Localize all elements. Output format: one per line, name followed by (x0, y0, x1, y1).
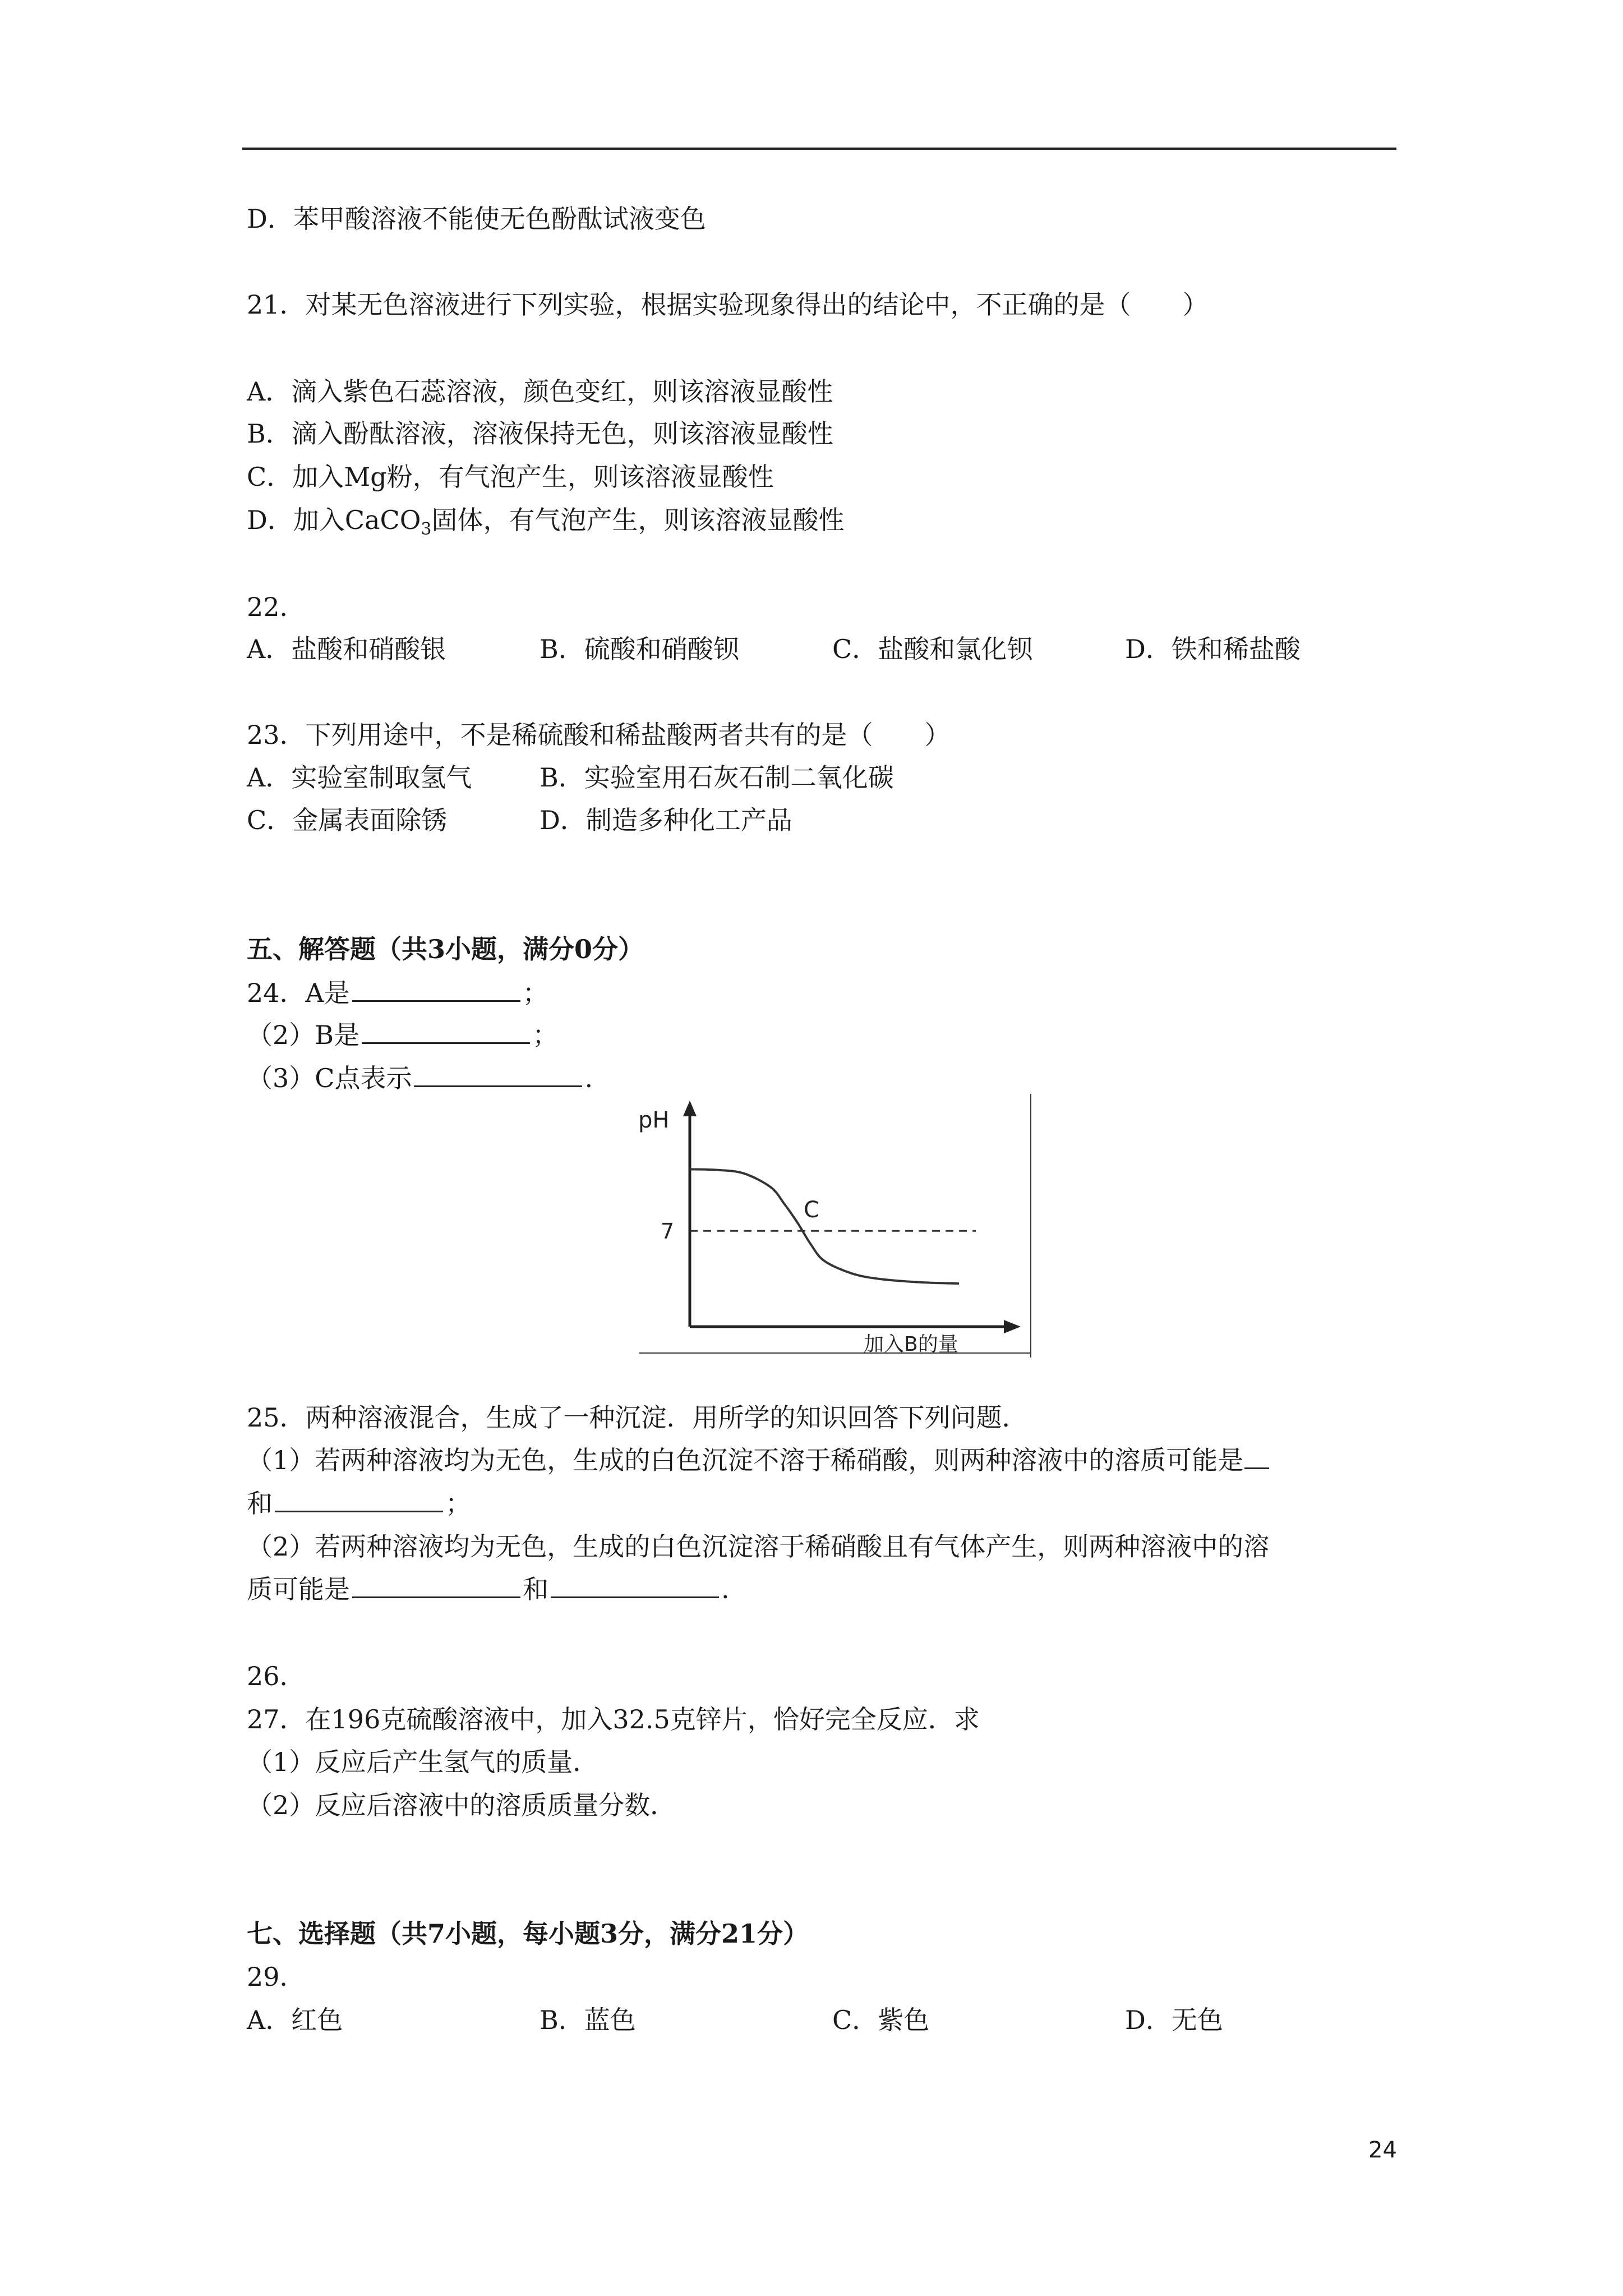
point-c-label: C (804, 1197, 819, 1223)
q21-option-c: C．加入Mg粉，有气泡产生，则该溶液显酸性 (247, 462, 774, 492)
x-axis-arrow (1004, 1320, 1021, 1333)
q22-option-d: D．铁和稀盐酸 (1125, 634, 1301, 664)
q25-part-2-continued: 质可能是 和 . (247, 1574, 730, 1604)
q25-stem: 25．两种溶液混合，生成了一种沉淀．用所学的知识回答下列问题． (247, 1402, 1028, 1433)
q20-option-d: D．苯甲酸溶液不能使无色酚酞试液变色 (247, 204, 706, 234)
q22-option-a: A．盐酸和硝酸银 (247, 634, 446, 664)
q29-option-b: B．蓝色 (540, 2005, 636, 2035)
header-rule (242, 148, 1396, 150)
q27-part-2: （2）反应后溶液中的溶质质量分数． (247, 1790, 676, 1820)
answer-blank[interactable] (362, 1019, 530, 1044)
q29-option-d: D．无色 (1125, 2005, 1223, 2035)
y-axis-label: pH (638, 1107, 670, 1133)
section-7-title: 七、选择题（共7小题，每小题3分，满分21分） (247, 1918, 809, 1949)
q29-number: 29． (247, 1962, 306, 1992)
q24-line-2: （2）B是 ； (247, 1020, 559, 1050)
q23-option-c: C．金属表面除锈 (247, 805, 448, 835)
q24-line-1: 24．A是 ； (247, 978, 548, 1008)
ph-7-tick-label: 7 (661, 1219, 675, 1244)
q22-number: 22． (247, 592, 306, 622)
answer-blank[interactable] (352, 1573, 520, 1598)
q27-stem: 27．在196克硫酸溶液中，加入32.5克锌片，恰好完全反应．求 (247, 1704, 980, 1734)
q23-option-d: D．制造多种化工产品 (540, 805, 792, 835)
q23-option-b: B．实验室用石灰石制二氧化碳 (540, 762, 894, 793)
q25-part-1: （1）若两种溶液均为无色，生成的白色沉淀不溶于稀硝酸，则两种溶液中的溶质可能是 (247, 1443, 1271, 1477)
q21-option-b: B．滴入酚酞溶液，溶液保持无色，则该溶液显酸性 (247, 418, 833, 449)
answer-blank[interactable] (275, 1487, 443, 1512)
y-axis-arrow (683, 1101, 697, 1116)
q29-option-a: A．红色 (247, 2005, 343, 2035)
q29-option-c: C．紫色 (832, 2005, 930, 2035)
q22-option-c: C．盐酸和氯化钡 (832, 634, 1033, 664)
answer-blank[interactable] (414, 1062, 582, 1087)
answer-blank[interactable] (551, 1573, 719, 1598)
x-axis-label: 加入B的量 (864, 1333, 958, 1356)
q26-number: 26． (247, 1661, 306, 1691)
ph-curve-series (690, 1169, 959, 1283)
q21-stem: 21．对某无色溶液进行下列实验，根据实验现象得出的结论中，不正确的是（ ） (247, 289, 1209, 320)
page-number: 24 (1368, 2137, 1397, 2163)
answer-blank[interactable] (1244, 1444, 1269, 1469)
q23-option-a: A．实验室制取氢气 (247, 762, 472, 793)
q24-line-3: （3）C点表示 . (247, 1063, 593, 1093)
section-5-title: 五、解答题（共3小题，满分0分） (247, 934, 644, 964)
ph-curve-chart (628, 1094, 1032, 1358)
q23-stem: 23．下列用途中，不是稀硫酸和稀盐酸两者共有的是（ ） (247, 720, 951, 750)
q21-option-a: A．滴入紫色石蕊溶液，颜色变红，则该溶液显酸性 (247, 376, 833, 407)
q22-option-b: B．硫酸和硝酸钡 (540, 634, 739, 664)
q21-option-d: D．加入CaCO$_3$固体，有气泡产生，则该溶液显酸性 (247, 505, 845, 540)
q25-part-2: （2）若两种溶液均为无色，生成的白色沉淀溶于稀硝酸且有气体产生，则两种溶液中的溶 (247, 1531, 1270, 1562)
q27-part-1: （1）反应后产生氢气的质量． (247, 1747, 599, 1777)
q25-part-1-continued: 和 ； (247, 1488, 471, 1519)
answer-blank[interactable] (352, 977, 520, 1002)
